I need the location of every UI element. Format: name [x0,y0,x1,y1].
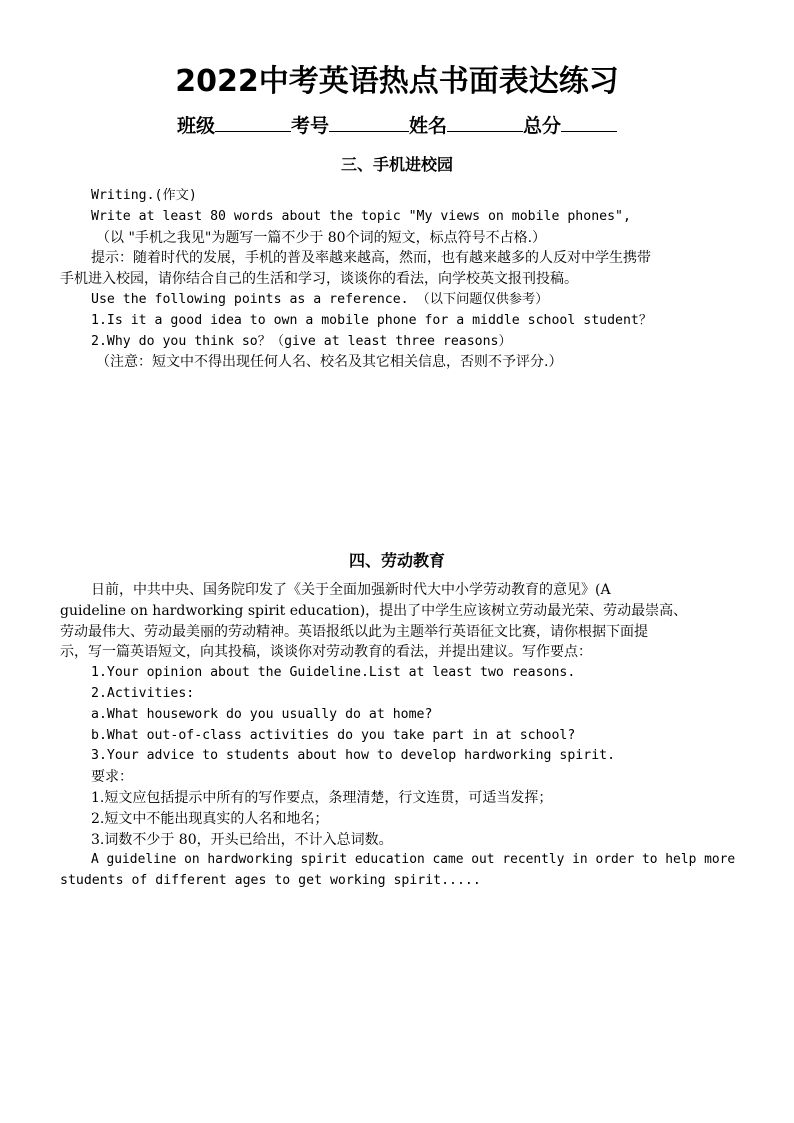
score-label: 总分 [523,115,562,137]
text-line: 1.Your opinion about the Guideline.List at least two reasons. [91,665,576,681]
text-line: 2.Why do you think so？（give at least three reasons） [91,333,512,349]
text-line: 1.Is it a good idea to own a mobile phone for a middle school student？ [91,312,653,328]
text-line: 要求： [91,769,133,786]
text-line: 日前，中共中央、国务院印发了《关于全面加强新时代大中小学劳动教育的意见》(A [91,582,611,598]
exam-no-blank [329,113,409,132]
page-title: 2022中考英语热点书面表达练习 [175,64,619,99]
text-line: 2.Activities: [91,685,195,701]
text-line: b.What out-of-class activities do you take part in at school? [91,727,576,743]
text-line: guideline on hardworking spirit education)，提出了中学生应该树立劳动最光荣、劳动最崇高、 [60,602,688,619]
text-line: 3.Your advice to students about how to develop hardworking spirit. [91,748,616,764]
text-line: A guideline on hardworking spirit education came out recently in order to help more [91,852,736,868]
class-label: 班级 [176,115,215,137]
text-line: Write at least 80 words about the topic "My views on mobile phones", [91,208,631,224]
student-info-line [0,113,794,139]
name-blank [447,113,523,132]
text-line: 2.短文中不能出现真实的人名和地名； [91,810,329,827]
class-blank [215,113,291,132]
text-line: （注意：短文中不得出现任何人名、校名及其它相关信息，否则不予评分.） [96,354,563,371]
text-line: 提示：随着时代的发展，手机的普及率越来越高，然而，也有越来越多的人反对中学生携带 [91,250,651,267]
text-line: Use the following points as a reference. （以下问题仅供参考） [91,291,549,307]
exam-no-label: 考号 [290,115,329,137]
text-line: a.What housework do you usually do at home? [91,706,433,722]
text-line: 手机进入校园，请你结合自己的生活和学习，谈谈你的看法，向学校英文报刊投稿。 [60,271,578,288]
text-line: students of different ages to get working spirit..... [60,873,481,889]
text-line: 示，写一篇英语短文，向其投稿，谈谈你对劳动教育的看法，并提出建议。写作要点： [60,644,592,661]
text-line: 3.词数不少于 80，开头已给出，不计入总词数。 [91,831,393,848]
text-line: 劳动最伟大、劳动最美丽的劳动精神。英语报纸以此为主题举行英语征文比赛，请你根据下面提 [60,623,648,640]
section-4-body [60,580,736,892]
text-line: （以 "手机之我见"为题写一篇不少于 80个词的短文，标点符号不占格.） [96,229,547,246]
score-blank [561,113,617,132]
section-4-heading: 四、劳动教育 [348,551,445,570]
section-3-body [60,186,736,373]
text-line: 1.短文应包括提示中所有的写作要点，条理清楚，行文连贯，可适当发挥； [91,789,553,806]
text-line: Writing.(作文) [91,188,197,203]
name-label: 姓名 [409,115,448,137]
section-3-heading: 三、手机进校园 [340,155,453,174]
